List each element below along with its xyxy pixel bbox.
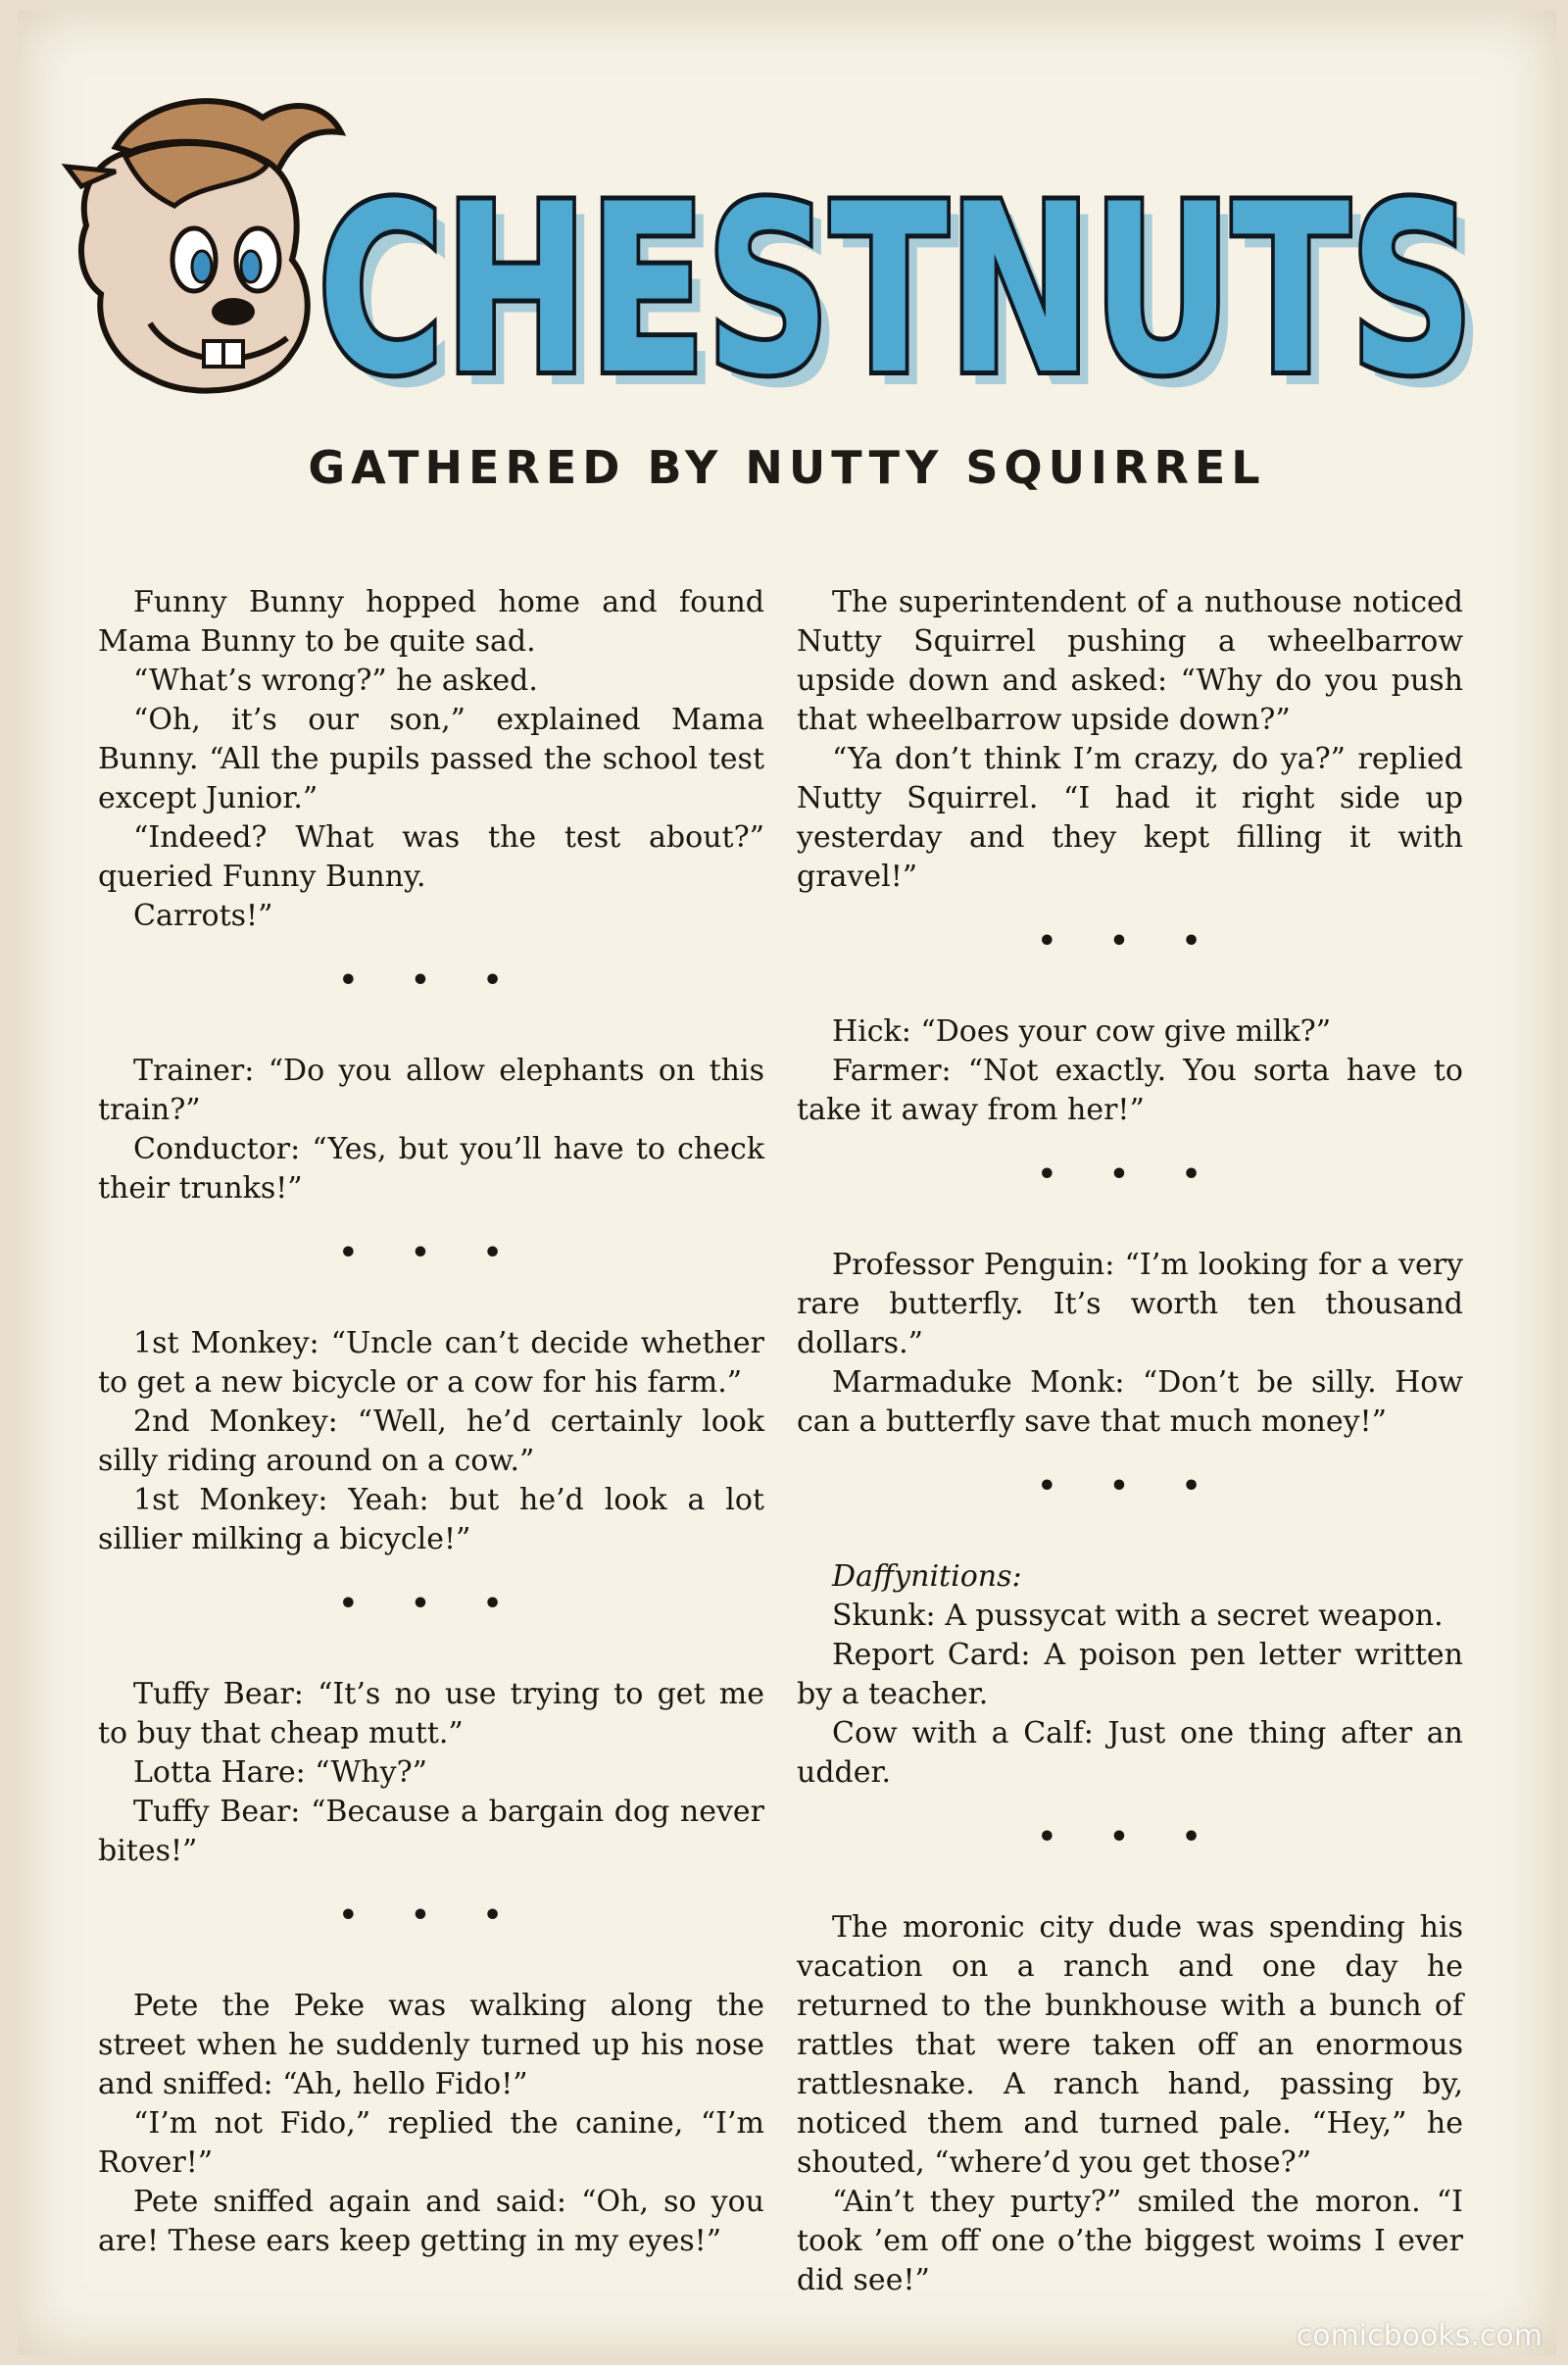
joke-paragraph: “Indeed? What was the test about?” queried Funny Bunny. — [98, 820, 764, 894]
joke-separator: • • • — [1037, 1820, 1223, 1854]
joke-paragraph: Trainer: “Do you allow elephants on this train?” — [98, 1054, 764, 1127]
page-subtitle: GATHERED BY NUTTY SQUIRREL — [308, 441, 1266, 494]
joke-paragraph: Pete the Peke was walking along the street when he suddenly turned up his nose and sniffed: “Ah, hello Fido!” — [98, 1989, 764, 2101]
joke-paragraph: Hick: “Does your cow give milk?” — [832, 1014, 1332, 1049]
comic-page — [18, 10, 1556, 2355]
watermark: comicbooks.com — [1296, 2319, 1543, 2353]
chestnuts-title — [312, 127, 1517, 441]
joke-paragraph: Professor Penguin: “I’m looking for a very rare butterfly. It’s worth ten thousand dollars.” — [797, 1248, 1463, 1360]
right-column — [797, 583, 1463, 2300]
joke-paragraph: Pete sniffed again and said: “Oh, so you are! These ears keep getting in my eyes!” — [98, 2185, 764, 2258]
title-shadow: CHESTNUTS — [329, 169, 1486, 440]
joke-paragraph: “Oh, it’s our son,” explained Mama Bunny. “All the pupils passed the school test except Junior.” — [98, 703, 764, 815]
joke-paragraph: Report Card: A poison pen letter written by a teacher. — [797, 1638, 1463, 1711]
joke-separator: • • • — [1037, 924, 1223, 959]
joke-paragraph: Marmaduke Monk: “Don’t be silly. How can a butterfly save that much money!” — [797, 1365, 1463, 1439]
joke-paragraph: Lotta Hare: “Why?” — [133, 1755, 427, 1790]
nutty-squirrel-mascot-icon — [57, 78, 351, 402]
joke-paragraph: Tuffy Bear: “It’s no use trying to get me to buy that cheap mutt.” — [98, 1677, 764, 1750]
page-header — [18, 10, 1556, 519]
joke-paragraph: The moronic city dude was spending his vacation on a ranch and one day he returned to the bunkhouse with a bunch of rattles that were taken off an enormous rattlesnake. A ranch hand, passing by, noticed them and turned pale. “Hey,” he shouted, “where’d you get those?” — [797, 1910, 1463, 2180]
joke-separator: • • • — [338, 1898, 524, 1933]
joke-paragraph: Cow with a Calf: Just one thing after an udder. — [797, 1716, 1463, 1790]
joke-separator: • • • — [1037, 1158, 1223, 1192]
joke-paragraph: 1st Monkey: “Uncle can’t decide whether to get a new bicycle or a cow for his farm.” — [98, 1326, 764, 1400]
joke-paragraph: “Ya don’t think I’m crazy, do ya?” replied Nutty Squirrel. “I had it right side up yesterday and they kept filling it with gravel!” — [797, 742, 1463, 894]
joke-separator: • • • — [338, 1587, 524, 1621]
joke-paragraph: “What’s wrong?” he asked. — [133, 664, 538, 698]
joke-paragraph: Farmer: “Not exactly. You sorta have to take it away from her!” — [797, 1054, 1463, 1127]
joke-separator: • • • — [1037, 1469, 1223, 1503]
joke-paragraph: The superintendent of a nuthouse noticed Nutty Squirrel pushing a wheelbarrow upside down and asked: “Why do you push that wheelbarrow upside down?” — [797, 585, 1463, 737]
joke-paragraph: “I’m not Fido,” replied the canine, “I’m Rover!” — [98, 2106, 764, 2180]
joke-paragraph: 1st Monkey: Yeah: but he’d look a lot sillier milking a bicycle!” — [98, 1483, 764, 1556]
joke-separator: • • • — [338, 1236, 524, 1270]
joke-separator: • • • — [338, 963, 524, 998]
joke-paragraph: Tuffy Bear: “Because a bargain dog never bites!” — [98, 1795, 764, 1868]
joke-paragraph: 2nd Monkey: “Well, he’d certainly look silly riding around on a cow.” — [98, 1404, 764, 1478]
left-column — [98, 583, 764, 2261]
joke-paragraph: Skunk: A pussycat with a secret weapon. — [832, 1599, 1444, 1633]
joke-paragraph: “Ain’t they purty?” smiled the moron. “I took ’em off one o’the biggest woims I ever did see!” — [797, 2185, 1463, 2297]
joke-paragraph: Carrots!” — [133, 899, 273, 933]
joke-paragraph: Funny Bunny hopped home and found Mama Bunny to be quite sad. — [98, 585, 764, 659]
title-text: CHESTNUTS — [318, 155, 1474, 426]
joke-paragraph: Conductor: “Yes, but you’ll have to check their trunks!” — [98, 1132, 764, 1206]
section-heading: Daffynitions: — [832, 1559, 1022, 1594]
